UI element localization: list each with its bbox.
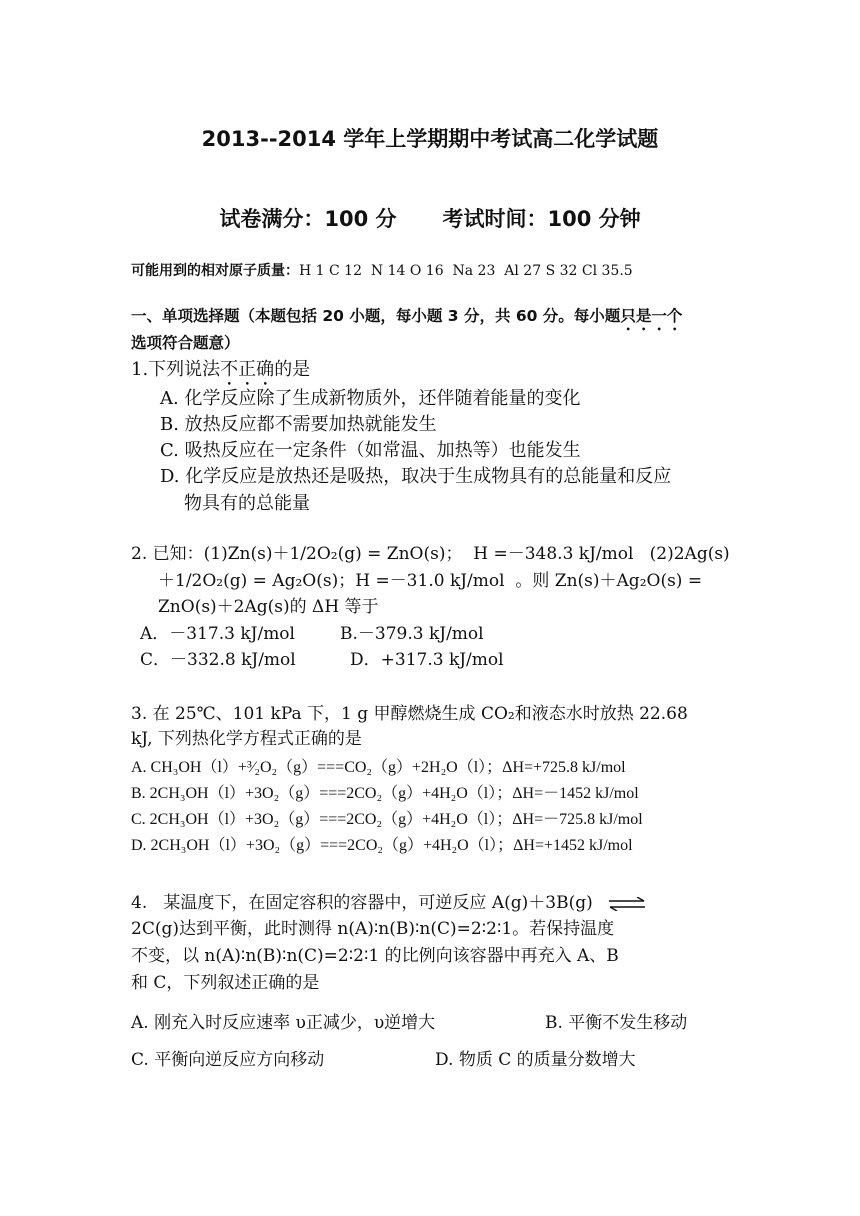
question-3-option-b: B. 2CH₃OH（l）+3O₂（g）===2CO₂（g）+4H₂O（l）；ΔH=－1452 kJ/mol [131, 785, 639, 802]
question-4-line2: 2C(g)达到平衡，此时测得 n(A)∶n(B)∶n(C)=2∶2∶1。若保持温度 [131, 919, 615, 939]
reversible-arrow-icon [607, 897, 647, 911]
question-3-option-c: C. 2CH₃OH（l）+3O₂（g）===2CO₂（g）+4H₂O（l）；ΔH=－725.8 kJ/mol [131, 811, 643, 828]
question-1-stem-a: 1.下列说法 [131, 359, 221, 380]
section-heading [131, 304, 682, 334]
question-2-option-a: A．－317.3 kJ/mol [140, 624, 295, 644]
question-1-emphasis: 不正确 [220, 359, 275, 380]
question-2-option-d: D．+317.3 kJ/mol [350, 650, 504, 670]
question-3-option-a: A. CH₃OH（l）+³⁄₂O₂（g）===CO₂（g）+2H₂O（l）；ΔH=+725.8 kJ/mol [131, 759, 626, 776]
question-4-option-a: A. 刚充入时反应速率 υ正减少，υ逆增大 [131, 1013, 436, 1033]
question-1-option-d: D. 化学反应是放热还是吸热，取决于生成物具有的总能量和反应 [160, 466, 672, 487]
atomic-masses-values: H 1 C 12 N 14 O 16 Na 23 Al 27 S 32 Cl 35.5 [299, 263, 633, 279]
question-3-option-d: D. 2CH₃OH（l）+3O₂（g）===2CO₂（g）+4H₂O（l）；ΔH=+1452 kJ/mol [131, 837, 633, 854]
question-2-option-c: C．－332.8 kJ/mol [140, 650, 296, 670]
question-4-option-b: B. 平衡不发生移动 [545, 1013, 688, 1033]
exam-info [0, 203, 860, 233]
question-1-stem-b: 的是 [274, 359, 311, 380]
atomic-masses-label: 可能用到的相对原子质量： [131, 263, 299, 279]
question-4-option-c: C. 平衡向逆反应方向移动 [131, 1050, 325, 1070]
question-2-line1: 2. 已知：(1)Zn(s)＋1/2O₂(g) = ZnO(s)； H =－348.3 kJ/mol (2)2Ag(s) [131, 544, 730, 564]
question-1-option-c: C. 吸热反应在一定条件（如常温、加热等）也能发生 [160, 440, 581, 461]
question-2-line3: ZnO(s)＋2Ag(s)的 ΔH 等于 [158, 597, 379, 617]
section-heading-line1: 一、单项选择题（本题包括 20 小题，每小题 3 分，共 60 分。每小题 [131, 307, 621, 325]
full-score: 试卷满分：100 分 [219, 207, 397, 231]
question-1-option-b: B. 放热反应都不需要加热就能发生 [160, 414, 437, 435]
question-3-line1: 3. 在 25℃、101 kPa 下，1 g 甲醇燃烧生成 CO₂和液态水时放热 22.68 [131, 704, 688, 724]
atomic-masses [131, 260, 633, 280]
section-heading-line2: 选项符合题意） [131, 334, 240, 352]
question-1-option-d-cont: 物具有的总能量 [184, 493, 310, 514]
exam-time: 考试时间：100 分钟 [442, 207, 641, 231]
section-heading-emphasis: 只是一个 [620, 307, 683, 325]
question-4-line1-text: 4. 某温度下，在固定容积的容器中，可逆反应 A(g)＋3B(g) [131, 893, 593, 913]
page-title: 2013--2014 学年上学期期中考试高二化学试题 [201, 127, 659, 151]
question-2-option-b: B.－379.3 kJ/mol [340, 624, 484, 644]
question-4-line4: 和 C，下列叙述正确的是 [131, 973, 320, 993]
question-2-line2: ＋1/2O₂(g) = Ag₂O(s)；H =－31.0 kJ/mol 。则 Zn(s)＋Ag₂O(s) = [158, 571, 703, 591]
question-4-option-d: D. 物质 C 的质量分数增大 [435, 1050, 636, 1070]
question-4-line1 [131, 888, 647, 913]
question-1-option-a: A. 化学反应除了生成新物质外，还伴随着能量的变化 [160, 388, 581, 409]
question-4-line3: 不变，以 n(A)∶n(B)∶n(C)=2∶2∶1 的比例向该容器中再充入 A、B [131, 946, 619, 966]
question-3-line2: kJ, 下列热化学方程式正确的是 [131, 729, 362, 749]
